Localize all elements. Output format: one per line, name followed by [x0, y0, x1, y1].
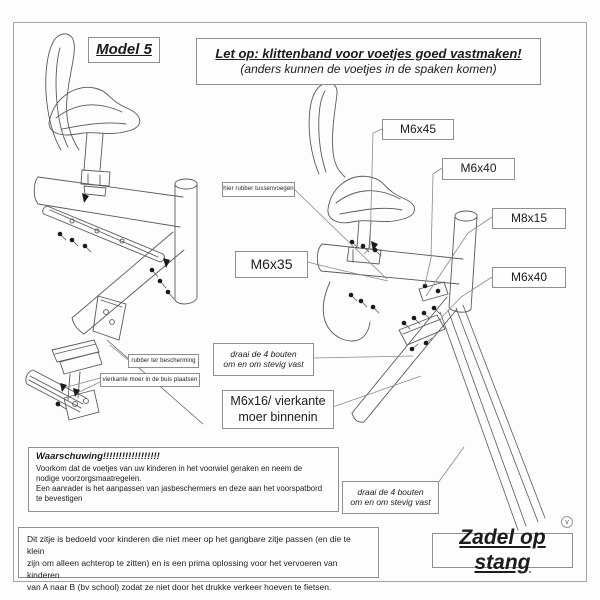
warning-box	[28, 447, 339, 512]
leader-tighten2	[438, 447, 464, 483]
callout-text: moer binnenin	[238, 409, 318, 424]
notice-box	[196, 38, 541, 85]
callout-text: hier rubber tussenvoegen	[223, 186, 294, 193]
part-label-text: M6x35	[250, 256, 293, 273]
leader-m6x35	[307, 262, 388, 281]
part-label-m6x40-lower	[492, 267, 566, 288]
footer-note-box	[18, 527, 379, 592]
leader-rubber-protect	[110, 345, 128, 360]
part-label-text: M6x40	[510, 269, 548, 284]
detail-u-bracket	[64, 390, 99, 420]
detail-clamp	[52, 340, 99, 362]
callout-tighten-bolts-2	[342, 481, 439, 514]
part-label-m6x35	[235, 251, 308, 278]
leader-m6x40-upper	[425, 168, 442, 285]
callout-tighten-bolts-1	[213, 343, 314, 376]
warning-title: Waarschuwing!!!!!!!!!!!!!!!!!!	[36, 451, 160, 462]
callout-text: om en om stevig vast	[350, 496, 431, 507]
callout-text: draai de 4 bouten	[357, 486, 424, 497]
model-title: Model 5	[96, 41, 152, 59]
callout-rubber-insert	[222, 182, 295, 197]
model-title-box	[88, 37, 160, 63]
revision-mark-text: v	[565, 518, 569, 526]
saddle-outline	[49, 87, 140, 135]
callout-rubber-protect	[128, 354, 199, 368]
product-name: Zadel op stang	[459, 526, 546, 574]
down-tube	[72, 232, 184, 334]
warning-line: nodige voorzorgsmaatregelen.	[36, 474, 142, 484]
bolt-heads	[58, 232, 441, 352]
part-label-text: M6x40	[460, 161, 497, 176]
product-name-box	[432, 526, 573, 574]
head-tube-right	[455, 211, 477, 221]
seat-support	[323, 282, 370, 341]
bracket-plate	[93, 296, 126, 340]
revision-mark	[561, 516, 573, 528]
warning-line: Een aanrader is het aanpassen van jasbeschermers en deze aan het voorspatbord	[36, 484, 323, 494]
part-label-text: M8x15	[510, 210, 548, 225]
head-tube	[175, 179, 197, 189]
callout-text: rubber ter bescherming	[131, 357, 196, 364]
warning-line: Voorkom dat de voetjes van uw kinderen in het voorwiel geraken en neem de	[36, 463, 303, 473]
callout-text: vierkante moer in de buis plaatsen	[102, 376, 198, 383]
fork-bracket	[399, 315, 445, 345]
footer-line: Dit zitje is bedoeld voor kinderen die niet meer op het gangbare zitje passen (en die te klein	[27, 534, 351, 556]
right-assembled-view	[309, 83, 548, 530]
leader-m6x16	[333, 376, 421, 407]
callout-text: draai de 4 bouten	[230, 348, 297, 359]
callout-m6x16-square-nut	[222, 390, 334, 429]
leader-square-nut	[67, 378, 100, 392]
warning-line: te bevestigen	[36, 494, 83, 504]
backrest-outline-right	[309, 83, 345, 177]
top-tube-right	[317, 244, 463, 284]
part-label-m6x45	[382, 119, 454, 140]
callout-text: M6x16/ vierkante	[230, 393, 326, 408]
part-label-text: M6x45	[399, 121, 437, 136]
notice-line1: Let op: klittenband voor voetjes goed vastmaken!	[215, 45, 522, 61]
notice-line2: (anders kunnen de voetjes in de spaken komen)	[240, 61, 497, 76]
footer-line: zijn om alleen achterop te zitten) en is een prima oplossing voor het vervoeren van kinderen	[27, 557, 338, 580]
callout-square-nut-tube	[100, 373, 200, 387]
clamp-detail-view	[26, 340, 102, 420]
fork-legs	[440, 305, 545, 530]
footer-line: van A naar B (bv school) zodat ze niet door het drukke verkeer hoeven te fietsen.	[27, 581, 332, 592]
part-label-m6x40-upper	[442, 158, 515, 180]
part-label-m8x15	[492, 208, 566, 229]
callout-text: om en om stevig vast	[223, 358, 304, 369]
